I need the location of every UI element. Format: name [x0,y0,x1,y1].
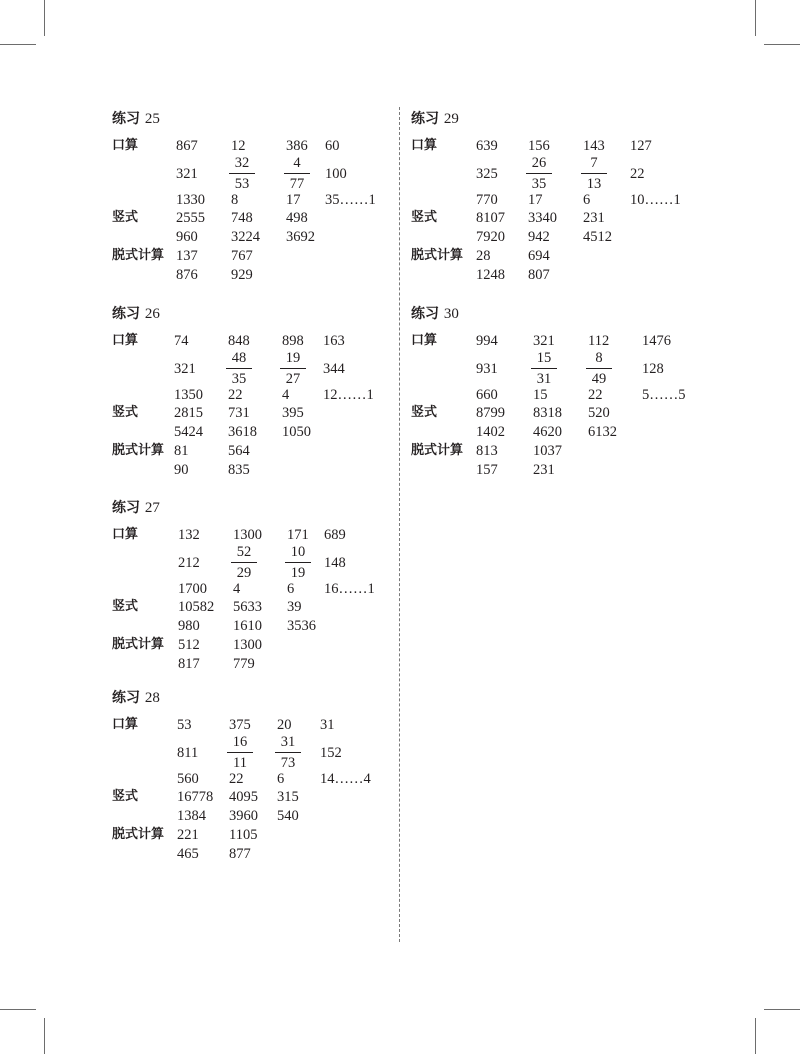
tuoshi-label: 脱式计算 [112,827,165,842]
tuoshi-value: 1105 [229,827,258,843]
shushi-value: 4095 [229,789,258,805]
exercise-title-text: 练习 [112,690,140,706]
kousuan-value: 100 [325,166,347,182]
shushi-value: 3960 [229,808,258,824]
exercise-block [411,305,691,485]
fraction-numerator: 48 [231,350,247,366]
tuoshi-value: 157 [476,462,498,478]
kousuan-value: 386 [286,138,308,154]
shushi-value: 3618 [228,424,257,440]
kousuan-value: 112 [588,333,610,349]
kousuan-value: 212 [178,555,200,571]
exercise-title [411,305,459,323]
fraction-numerator: 19 [285,350,301,366]
kousuan-value: 639 [476,138,498,154]
tuoshi-label: 脱式计算 [112,443,165,458]
tuoshi-value: 876 [176,267,198,283]
kousuan-value: 22 [229,771,244,787]
fraction-bar [581,173,607,174]
kousuan-value: 156 [528,138,550,154]
fraction-denominator: 35 [531,176,547,192]
kousuan-value: 132 [178,527,200,543]
fraction-bar [280,368,306,369]
shushi-value: 980 [178,618,200,634]
kousuan-value: 660 [476,387,498,403]
fraction [284,155,310,193]
fraction-numerator: 7 [590,155,598,171]
kousuan-value: 22 [588,387,603,403]
shushi-value: 540 [277,808,299,824]
fraction [581,155,607,193]
fraction-numerator: 26 [531,155,547,171]
kousuan-value: 4 [233,581,241,597]
exercise-block [112,110,392,290]
shushi-label: 竖式 [411,210,438,225]
tuoshi-label: 脱式计算 [411,248,464,263]
kousuan-value: 4 [282,387,290,403]
shushi-value: 8318 [533,405,562,421]
kousuan-label: 口算 [411,333,438,348]
crop-mark-bottom-right-horizontal [764,1009,800,1010]
kousuan-value: 321 [174,361,196,377]
shushi-value: 231 [583,210,605,226]
tuoshi-value: 137 [176,248,198,264]
shushi-value: 520 [588,405,610,421]
kousuan-value: 171 [287,527,309,543]
fraction-bar [226,368,252,369]
tuoshi-value: 231 [533,462,555,478]
kousuan-label: 口算 [112,527,139,542]
shushi-value: 748 [231,210,253,226]
shushi-value: 5633 [233,599,262,615]
shushi-label: 竖式 [112,405,139,420]
tuoshi-value: 28 [476,248,491,264]
tuoshi-value: 779 [233,656,255,672]
tuoshi-value: 767 [231,248,253,264]
fraction-denominator: 27 [285,371,301,387]
shushi-value: 942 [528,229,550,245]
fraction-numerator: 15 [536,350,552,366]
kousuan-value: 152 [320,745,342,761]
kousuan-value: 898 [282,333,304,349]
shushi-value: 498 [286,210,308,226]
exercise-number: 27 [144,500,160,516]
fraction [226,350,252,388]
kousuan-value: 770 [476,192,498,208]
kousuan-value: 74 [174,333,189,349]
kousuan-label: 口算 [112,717,139,732]
shushi-value: 3224 [231,229,260,245]
kousuan-value: 20 [277,717,292,733]
kousuan-value: 325 [476,166,498,182]
fraction-denominator: 73 [280,755,296,771]
shushi-value: 3340 [528,210,557,226]
tuoshi-value: 221 [177,827,199,843]
tuoshi-value: 929 [231,267,253,283]
shushi-value: 8107 [476,210,505,226]
fraction-bar [275,752,301,753]
kousuan-value: 31 [320,717,335,733]
fraction-bar [586,368,612,369]
crop-mark-top-right-vertical [755,0,756,36]
exercise-title-text: 练习 [112,306,140,322]
tuoshi-value: 564 [228,443,250,459]
fraction-bar [526,173,552,174]
kousuan-value: 12 [231,138,246,154]
crop-mark-top-left-horizontal [0,44,36,45]
kousuan-value: 127 [630,138,652,154]
kousuan-value: 10……1 [630,192,681,208]
fraction-bar [229,173,255,174]
exercise-title [411,110,459,128]
crop-mark-top-left-vertical [44,0,45,36]
fraction-denominator: 13 [586,176,602,192]
kousuan-value: 867 [176,138,198,154]
kousuan-value: 17 [286,192,301,208]
shushi-value: 10582 [178,599,215,615]
exercise-number: 30 [443,306,459,322]
fraction-numerator: 16 [232,734,248,750]
fraction-denominator: 77 [289,176,305,192]
fraction-numerator: 10 [290,544,306,560]
shushi-value: 960 [176,229,198,245]
exercise-title-text: 练习 [411,111,439,127]
fraction-denominator: 35 [231,371,247,387]
shushi-value: 3692 [286,229,315,245]
kousuan-value: 22 [228,387,243,403]
tuoshi-value: 813 [476,443,498,459]
shushi-value: 16778 [177,789,214,805]
kousuan-value: 53 [177,717,192,733]
kousuan-value: 1476 [642,333,671,349]
exercise-number: 28 [144,690,160,706]
shushi-value: 1610 [233,618,262,634]
shushi-value: 4620 [533,424,562,440]
exercise-title [112,689,160,707]
exercise-block [112,305,392,485]
kousuan-value: 14……4 [320,771,371,787]
exercise-title-text: 练习 [112,500,140,516]
fraction-bar [285,562,311,563]
fraction [280,350,306,388]
kousuan-value: 15 [533,387,548,403]
tuoshi-value: 694 [528,248,550,264]
shushi-value: 395 [282,405,304,421]
fraction-denominator: 19 [290,565,306,581]
exercise-number: 25 [144,111,160,127]
fraction-bar [227,752,253,753]
crop-mark-bottom-right-vertical [755,1018,756,1054]
shushi-label: 竖式 [112,599,139,614]
fraction-numerator: 52 [236,544,252,560]
kousuan-value: 5……5 [642,387,686,403]
fraction-numerator: 31 [280,734,296,750]
shushi-value: 1402 [476,424,505,440]
kousuan-value: 994 [476,333,498,349]
kousuan-label: 口算 [112,333,139,348]
kousuan-value: 931 [476,361,498,377]
shushi-value: 4512 [583,229,612,245]
kousuan-value: 344 [323,361,345,377]
fraction [275,734,301,772]
shushi-label: 竖式 [112,789,139,804]
tuoshi-value: 835 [228,462,250,478]
fraction-bar [231,562,257,563]
tuoshi-value: 817 [178,656,200,672]
shushi-label: 竖式 [411,405,438,420]
kousuan-value: 22 [630,166,645,182]
crop-mark-bottom-left-horizontal [0,1009,36,1010]
exercise-title-text: 练习 [411,306,439,322]
tuoshi-value: 807 [528,267,550,283]
crop-mark-bottom-left-vertical [44,1018,45,1054]
fraction [231,544,257,582]
kousuan-value: 1350 [174,387,203,403]
shushi-value: 39 [287,599,302,615]
tuoshi-value: 1037 [533,443,562,459]
shushi-value: 315 [277,789,299,805]
fraction-numerator: 32 [234,155,250,171]
kousuan-value: 35……1 [325,192,376,208]
shushi-label: 竖式 [112,210,139,225]
shushi-value: 7920 [476,229,505,245]
kousuan-value: 148 [324,555,346,571]
kousuan-value: 16……1 [324,581,375,597]
fraction-denominator: 53 [234,176,250,192]
tuoshi-value: 512 [178,637,200,653]
kousuan-value: 163 [323,333,345,349]
exercise-number: 26 [144,306,160,322]
fraction-numerator: 8 [595,350,603,366]
tuoshi-value: 877 [229,846,251,862]
kousuan-value: 17 [528,192,543,208]
shushi-value: 6132 [588,424,617,440]
shushi-value: 731 [228,405,250,421]
kousuan-value: 848 [228,333,250,349]
tuoshi-label: 脱式计算 [411,443,464,458]
exercise-title [112,110,160,128]
kousuan-label: 口算 [411,138,438,153]
tuoshi-label: 脱式计算 [112,248,165,263]
kousuan-value: 143 [583,138,605,154]
kousuan-value: 6 [277,771,285,787]
kousuan-value: 689 [324,527,346,543]
fraction-denominator: 49 [591,371,607,387]
kousuan-value: 560 [177,771,199,787]
shushi-value: 1050 [282,424,311,440]
exercise-block [411,110,691,290]
kousuan-value: 375 [229,717,251,733]
exercise-block [112,499,392,679]
fraction [227,734,253,772]
tuoshi-value: 1248 [476,267,505,283]
shushi-value: 1384 [177,808,206,824]
kousuan-value: 1330 [176,192,205,208]
shushi-value: 3536 [287,618,316,634]
shushi-value: 2555 [176,210,205,226]
crop-mark-top-right-horizontal [764,44,800,45]
fraction [229,155,255,193]
kousuan-value: 1700 [178,581,207,597]
exercise-number: 29 [443,111,459,127]
fraction-numerator: 4 [293,155,301,171]
shushi-value: 8799 [476,405,505,421]
tuoshi-value: 81 [174,443,189,459]
fraction-denominator: 31 [536,371,552,387]
fraction [526,155,552,193]
fraction-bar [284,173,310,174]
fraction-bar [531,368,557,369]
tuoshi-value: 1300 [233,637,262,653]
column-divider [399,107,400,942]
exercise-title [112,499,160,517]
tuoshi-label: 脱式计算 [112,637,165,652]
exercise-block [112,689,392,869]
kousuan-value: 321 [533,333,555,349]
fraction-denominator: 11 [233,755,247,771]
kousuan-label: 口算 [112,138,139,153]
fraction [531,350,557,388]
tuoshi-value: 465 [177,846,199,862]
kousuan-value: 6 [287,581,295,597]
shushi-value: 2815 [174,405,203,421]
shushi-value: 5424 [174,424,203,440]
fraction [586,350,612,388]
tuoshi-value: 90 [174,462,189,478]
fraction [285,544,311,582]
kousuan-value: 811 [177,745,199,761]
kousuan-value: 1300 [233,527,262,543]
kousuan-value: 8 [231,192,239,208]
exercise-title [112,305,160,323]
exercise-title-text: 练习 [112,111,140,127]
kousuan-value: 60 [325,138,340,154]
kousuan-value: 12……1 [323,387,374,403]
kousuan-value: 128 [642,361,664,377]
kousuan-value: 321 [176,166,198,182]
kousuan-value: 6 [583,192,591,208]
fraction-denominator: 29 [236,565,252,581]
